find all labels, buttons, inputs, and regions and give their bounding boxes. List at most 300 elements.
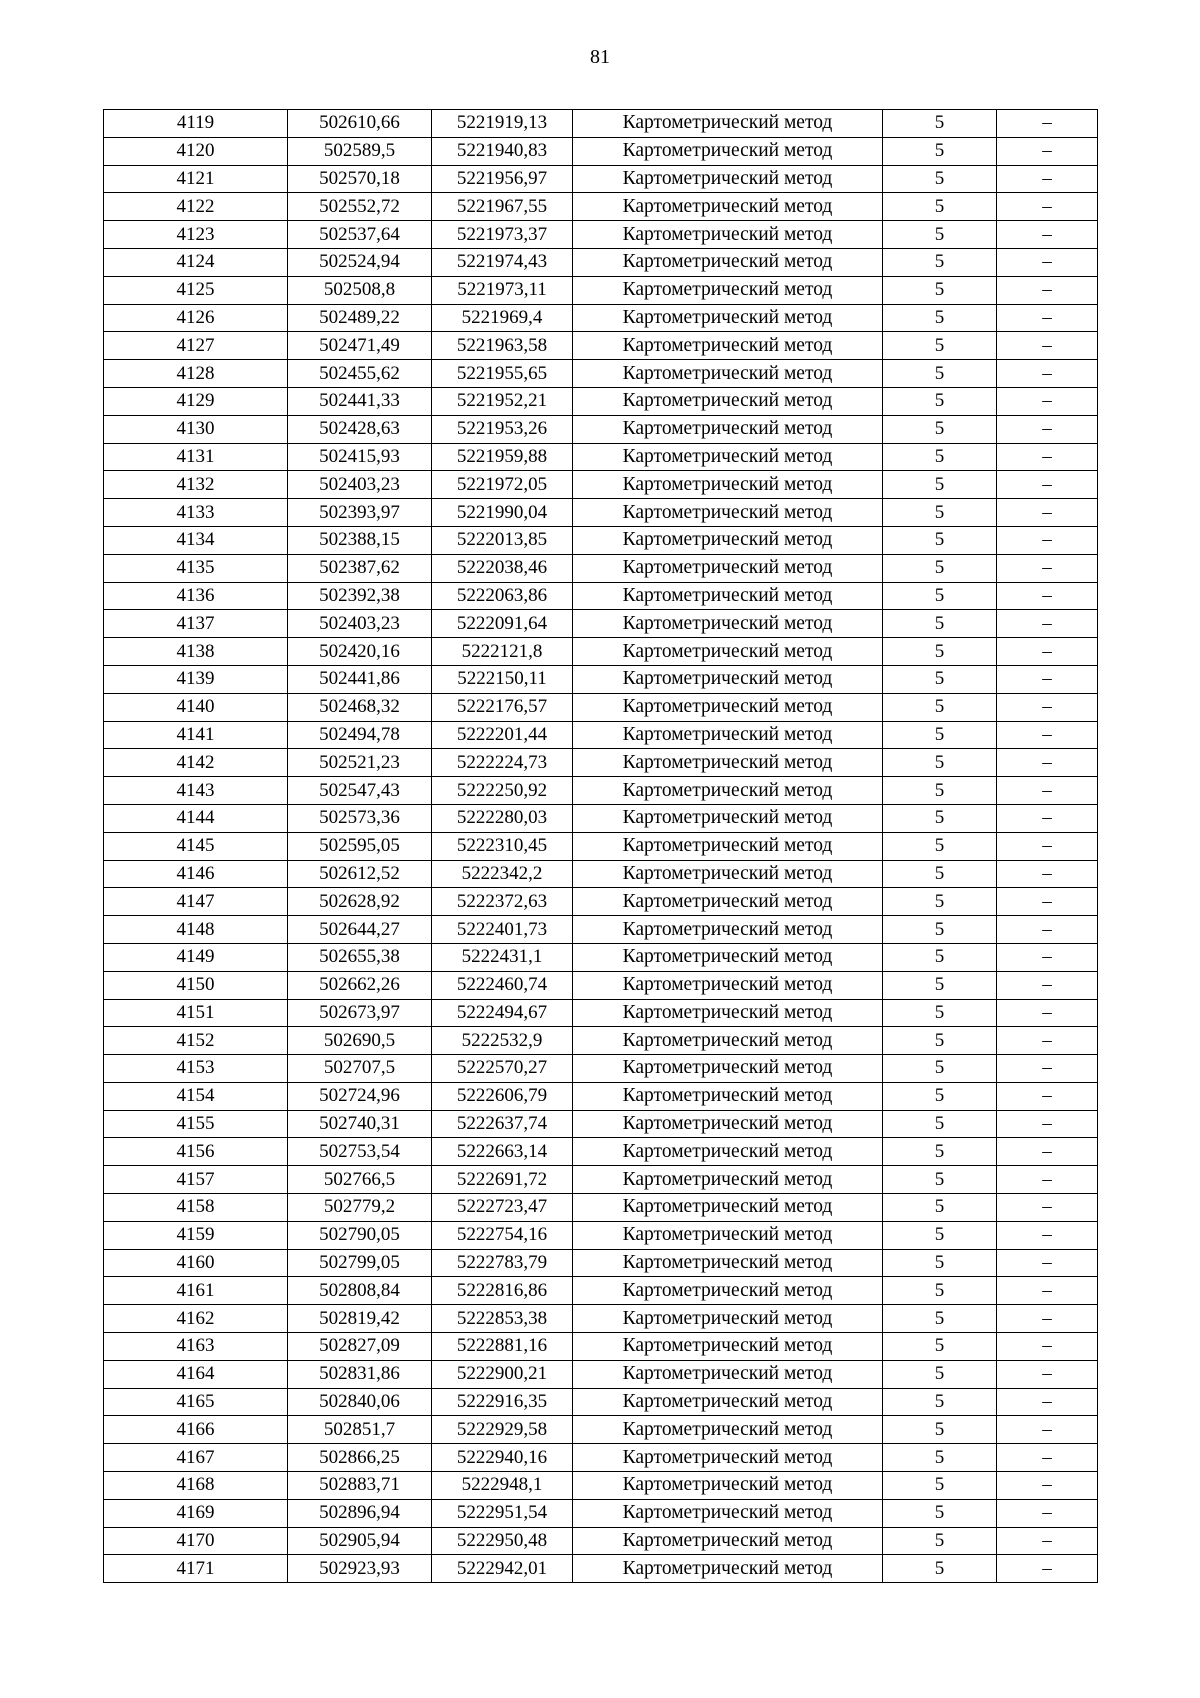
coordinates-table-body [104,110,1098,1583]
point-number-cell: 4164 [104,1360,288,1388]
y-coordinate-cell: 5221953,26 [432,415,573,443]
table-row [104,693,1098,721]
accuracy-cell: 5 [883,193,997,221]
point-number-cell: 4119 [104,110,288,138]
table-row [104,387,1098,415]
method-cell: Картометрический метод [573,610,883,638]
description-cell: – [997,638,1098,666]
x-coordinate-cell: 502471,49 [288,332,432,360]
table-row [104,888,1098,916]
description-cell: – [997,276,1098,304]
description-cell: – [997,1333,1098,1361]
method-cell: Картометрический метод [573,777,883,805]
x-coordinate-cell: 502388,15 [288,526,432,554]
method-cell: Картометрический метод [573,832,883,860]
x-coordinate-cell: 502883,71 [288,1472,432,1500]
table-row [104,471,1098,499]
description-cell: – [997,221,1098,249]
table-row [104,777,1098,805]
table-row [104,971,1098,999]
accuracy-cell: 5 [883,360,997,388]
description-cell: – [997,304,1098,332]
method-cell: Картометрический метод [573,1055,883,1083]
accuracy-cell: 5 [883,610,997,638]
point-number-cell: 4128 [104,360,288,388]
table-row [104,1221,1098,1249]
description-cell: – [997,1249,1098,1277]
point-number-cell: 4132 [104,471,288,499]
point-number-cell: 4126 [104,304,288,332]
point-number-cell: 4149 [104,943,288,971]
method-cell: Картометрический метод [573,1027,883,1055]
x-coordinate-cell: 502537,64 [288,221,432,249]
y-coordinate-cell: 5222063,86 [432,582,573,610]
table-row [104,165,1098,193]
point-number-cell: 4153 [104,1055,288,1083]
accuracy-cell: 5 [883,804,997,832]
table-row [104,137,1098,165]
y-coordinate-cell: 5221919,13 [432,110,573,138]
x-coordinate-cell: 502923,93 [288,1555,432,1583]
method-cell: Картометрический метод [573,1388,883,1416]
y-coordinate-cell: 5222176,57 [432,693,573,721]
description-cell: – [997,1110,1098,1138]
y-coordinate-cell: 5222121,8 [432,638,573,666]
point-number-cell: 4160 [104,1249,288,1277]
y-coordinate-cell: 5222948,1 [432,1472,573,1500]
x-coordinate-cell: 502819,42 [288,1305,432,1333]
x-coordinate-cell: 502403,23 [288,471,432,499]
point-number-cell: 4120 [104,137,288,165]
method-cell: Картометрический метод [573,1472,883,1500]
accuracy-cell: 5 [883,777,997,805]
description-cell: – [997,415,1098,443]
table-row [104,1333,1098,1361]
table-row [104,221,1098,249]
description-cell: – [997,1360,1098,1388]
point-number-cell: 4133 [104,499,288,527]
y-coordinate-cell: 5221959,88 [432,443,573,471]
accuracy-cell: 5 [883,693,997,721]
accuracy-cell: 5 [883,888,997,916]
method-cell: Картометрический метод [573,443,883,471]
y-coordinate-cell: 5222494,67 [432,999,573,1027]
method-cell: Картометрический метод [573,499,883,527]
accuracy-cell: 5 [883,110,997,138]
accuracy-cell: 5 [883,1444,997,1472]
point-number-cell: 4125 [104,276,288,304]
point-number-cell: 4150 [104,971,288,999]
table-row [104,499,1098,527]
x-coordinate-cell: 502827,09 [288,1333,432,1361]
x-coordinate-cell: 502840,06 [288,1388,432,1416]
description-cell: – [997,999,1098,1027]
y-coordinate-cell: 5221969,4 [432,304,573,332]
x-coordinate-cell: 502831,86 [288,1360,432,1388]
table-row [104,276,1098,304]
description-cell: – [997,387,1098,415]
method-cell: Картометрический метод [573,582,883,610]
y-coordinate-cell: 5221955,65 [432,360,573,388]
description-cell: – [997,499,1098,527]
point-number-cell: 4154 [104,1082,288,1110]
description-cell: – [997,888,1098,916]
table-row [104,1249,1098,1277]
description-cell: – [997,193,1098,221]
method-cell: Картометрический метод [573,1555,883,1583]
method-cell: Картометрический метод [573,137,883,165]
description-cell: – [997,526,1098,554]
x-coordinate-cell: 502905,94 [288,1527,432,1555]
description-cell: – [997,360,1098,388]
method-cell: Картометрический метод [573,248,883,276]
description-cell: – [997,1027,1098,1055]
x-coordinate-cell: 502552,72 [288,193,432,221]
y-coordinate-cell: 5221972,05 [432,471,573,499]
point-number-cell: 4146 [104,860,288,888]
description-cell: – [997,693,1098,721]
point-number-cell: 4130 [104,415,288,443]
description-cell: – [997,916,1098,944]
point-number-cell: 4170 [104,1527,288,1555]
point-number-cell: 4136 [104,582,288,610]
point-number-cell: 4124 [104,248,288,276]
method-cell: Картометрический метод [573,526,883,554]
table-row [104,415,1098,443]
accuracy-cell: 5 [883,582,997,610]
y-coordinate-cell: 5222091,64 [432,610,573,638]
method-cell: Картометрический метод [573,749,883,777]
x-coordinate-cell: 502508,8 [288,276,432,304]
y-coordinate-cell: 5222942,01 [432,1555,573,1583]
method-cell: Картометрический метод [573,971,883,999]
method-cell: Картометрический метод [573,415,883,443]
description-cell: – [997,1221,1098,1249]
description-cell: – [997,777,1098,805]
method-cell: Картометрический метод [573,888,883,916]
table-row [104,721,1098,749]
accuracy-cell: 5 [883,1416,997,1444]
x-coordinate-cell: 502494,78 [288,721,432,749]
accuracy-cell: 5 [883,332,997,360]
x-coordinate-cell: 502573,36 [288,804,432,832]
x-coordinate-cell: 502547,43 [288,777,432,805]
point-number-cell: 4165 [104,1388,288,1416]
x-coordinate-cell: 502655,38 [288,943,432,971]
table-row [104,110,1098,138]
y-coordinate-cell: 5221963,58 [432,332,573,360]
y-coordinate-cell: 5221973,11 [432,276,573,304]
point-number-cell: 4139 [104,665,288,693]
point-number-cell: 4158 [104,1194,288,1222]
accuracy-cell: 5 [883,1138,997,1166]
x-coordinate-cell: 502808,84 [288,1277,432,1305]
table-row [104,332,1098,360]
description-cell: – [997,1555,1098,1583]
x-coordinate-cell: 502420,16 [288,638,432,666]
description-cell: – [997,332,1098,360]
description-cell: – [997,1138,1098,1166]
y-coordinate-cell: 5222723,47 [432,1194,573,1222]
accuracy-cell: 5 [883,1082,997,1110]
method-cell: Картометрический метод [573,1249,883,1277]
y-coordinate-cell: 5222224,73 [432,749,573,777]
method-cell: Картометрический метод [573,1194,883,1222]
y-coordinate-cell: 5222916,35 [432,1388,573,1416]
accuracy-cell: 5 [883,1472,997,1500]
table-row [104,248,1098,276]
x-coordinate-cell: 502393,97 [288,499,432,527]
table-row [104,1027,1098,1055]
table-row [104,1416,1098,1444]
accuracy-cell: 5 [883,1555,997,1583]
method-cell: Картометрический метод [573,221,883,249]
point-number-cell: 4157 [104,1166,288,1194]
method-cell: Картометрический метод [573,943,883,971]
point-number-cell: 4156 [104,1138,288,1166]
description-cell: – [997,248,1098,276]
description-cell: – [997,1388,1098,1416]
point-number-cell: 4171 [104,1555,288,1583]
method-cell: Картометрический метод [573,1360,883,1388]
x-coordinate-cell: 502707,5 [288,1055,432,1083]
point-number-cell: 4140 [104,693,288,721]
method-cell: Картометрический метод [573,665,883,693]
y-coordinate-cell: 5222950,48 [432,1527,573,1555]
point-number-cell: 4143 [104,777,288,805]
accuracy-cell: 5 [883,1305,997,1333]
accuracy-cell: 5 [883,221,997,249]
y-coordinate-cell: 5222280,03 [432,804,573,832]
y-coordinate-cell: 5222929,58 [432,1416,573,1444]
point-number-cell: 4151 [104,999,288,1027]
point-number-cell: 4168 [104,1472,288,1500]
x-coordinate-cell: 502753,54 [288,1138,432,1166]
point-number-cell: 4127 [104,332,288,360]
description-cell: – [997,1444,1098,1472]
table-row [104,1527,1098,1555]
table-row [104,1360,1098,1388]
x-coordinate-cell: 502392,38 [288,582,432,610]
table-row [104,1499,1098,1527]
x-coordinate-cell: 502740,31 [288,1110,432,1138]
method-cell: Картометрический метод [573,110,883,138]
y-coordinate-cell: 5222853,38 [432,1305,573,1333]
method-cell: Картометрический метод [573,1305,883,1333]
method-cell: Картометрический метод [573,860,883,888]
x-coordinate-cell: 502724,96 [288,1082,432,1110]
x-coordinate-cell: 502790,05 [288,1221,432,1249]
x-coordinate-cell: 502851,7 [288,1416,432,1444]
method-cell: Картометрический метод [573,1416,883,1444]
accuracy-cell: 5 [883,526,997,554]
method-cell: Картометрический метод [573,554,883,582]
table-row [104,1138,1098,1166]
x-coordinate-cell: 502428,63 [288,415,432,443]
description-cell: – [997,443,1098,471]
point-number-cell: 4121 [104,165,288,193]
accuracy-cell: 5 [883,137,997,165]
x-coordinate-cell: 502610,66 [288,110,432,138]
table-row [104,610,1098,638]
method-cell: Картометрический метод [573,804,883,832]
point-number-cell: 4129 [104,387,288,415]
x-coordinate-cell: 502799,05 [288,1249,432,1277]
point-number-cell: 4123 [104,221,288,249]
method-cell: Картометрический метод [573,304,883,332]
description-cell: – [997,137,1098,165]
y-coordinate-cell: 5222372,63 [432,888,573,916]
accuracy-cell: 5 [883,1277,997,1305]
accuracy-cell: 5 [883,387,997,415]
table-row [104,749,1098,777]
description-cell: – [997,1277,1098,1305]
accuracy-cell: 5 [883,415,997,443]
method-cell: Картометрический метод [573,276,883,304]
point-number-cell: 4166 [104,1416,288,1444]
description-cell: – [997,165,1098,193]
table-row [104,526,1098,554]
y-coordinate-cell: 5222201,44 [432,721,573,749]
point-number-cell: 4144 [104,804,288,832]
description-cell: – [997,582,1098,610]
accuracy-cell: 5 [883,471,997,499]
point-number-cell: 4161 [104,1277,288,1305]
accuracy-cell: 5 [883,749,997,777]
y-coordinate-cell: 5222570,27 [432,1055,573,1083]
x-coordinate-cell: 502662,26 [288,971,432,999]
accuracy-cell: 5 [883,971,997,999]
accuracy-cell: 5 [883,276,997,304]
y-coordinate-cell: 5221940,83 [432,137,573,165]
accuracy-cell: 5 [883,1360,997,1388]
y-coordinate-cell: 5221990,04 [432,499,573,527]
accuracy-cell: 5 [883,1388,997,1416]
table-row [104,999,1098,1027]
y-coordinate-cell: 5222038,46 [432,554,573,582]
point-number-cell: 4152 [104,1027,288,1055]
table-row [104,304,1098,332]
y-coordinate-cell: 5221967,55 [432,193,573,221]
point-number-cell: 4141 [104,721,288,749]
y-coordinate-cell: 5222951,54 [432,1499,573,1527]
accuracy-cell: 5 [883,554,997,582]
point-number-cell: 4135 [104,554,288,582]
x-coordinate-cell: 502766,5 [288,1166,432,1194]
page-number: 81 [590,46,610,68]
table-row [104,1444,1098,1472]
table-row [104,360,1098,388]
method-cell: Картометрический метод [573,1444,883,1472]
y-coordinate-cell: 5222783,79 [432,1249,573,1277]
point-number-cell: 4147 [104,888,288,916]
x-coordinate-cell: 502415,93 [288,443,432,471]
method-cell: Картометрический метод [573,193,883,221]
method-cell: Картометрический метод [573,721,883,749]
point-number-cell: 4167 [104,1444,288,1472]
x-coordinate-cell: 502468,32 [288,693,432,721]
x-coordinate-cell: 502896,94 [288,1499,432,1527]
x-coordinate-cell: 502570,18 [288,165,432,193]
y-coordinate-cell: 5221974,43 [432,248,573,276]
accuracy-cell: 5 [883,665,997,693]
method-cell: Картометрический метод [573,332,883,360]
x-coordinate-cell: 502595,05 [288,832,432,860]
y-coordinate-cell: 5222460,74 [432,971,573,999]
method-cell: Картометрический метод [573,165,883,193]
x-coordinate-cell: 502521,23 [288,749,432,777]
x-coordinate-cell: 502524,94 [288,248,432,276]
table-row [104,1110,1098,1138]
y-coordinate-cell: 5222606,79 [432,1082,573,1110]
y-coordinate-cell: 5221956,97 [432,165,573,193]
accuracy-cell: 5 [883,1333,997,1361]
x-coordinate-cell: 502589,5 [288,137,432,165]
accuracy-cell: 5 [883,860,997,888]
table-row [104,1055,1098,1083]
table-row [104,1472,1098,1500]
table-row [104,1277,1098,1305]
y-coordinate-cell: 5221952,21 [432,387,573,415]
accuracy-cell: 5 [883,721,997,749]
method-cell: Картометрический метод [573,471,883,499]
description-cell: – [997,1166,1098,1194]
table-row [104,1082,1098,1110]
table-row [104,554,1098,582]
method-cell: Картометрический метод [573,693,883,721]
method-cell: Картометрический метод [573,1333,883,1361]
point-number-cell: 4148 [104,916,288,944]
point-number-cell: 4145 [104,832,288,860]
accuracy-cell: 5 [883,165,997,193]
table-row [104,1305,1098,1333]
y-coordinate-cell: 5222940,16 [432,1444,573,1472]
x-coordinate-cell: 502403,23 [288,610,432,638]
accuracy-cell: 5 [883,248,997,276]
point-number-cell: 4138 [104,638,288,666]
point-number-cell: 4169 [104,1499,288,1527]
point-number-cell: 4162 [104,1305,288,1333]
x-coordinate-cell: 502644,27 [288,916,432,944]
description-cell: – [997,1416,1098,1444]
y-coordinate-cell: 5222342,2 [432,860,573,888]
table-row [104,582,1098,610]
accuracy-cell: 5 [883,1249,997,1277]
point-number-cell: 4131 [104,443,288,471]
accuracy-cell: 5 [883,1194,997,1222]
description-cell: – [997,832,1098,860]
description-cell: – [997,1055,1098,1083]
description-cell: – [997,471,1098,499]
method-cell: Картометрический метод [573,1138,883,1166]
x-coordinate-cell: 502779,2 [288,1194,432,1222]
point-number-cell: 4137 [104,610,288,638]
description-cell: – [997,610,1098,638]
y-coordinate-cell: 5221973,37 [432,221,573,249]
y-coordinate-cell: 5222691,72 [432,1166,573,1194]
table-row [104,443,1098,471]
accuracy-cell: 5 [883,638,997,666]
table-row [104,943,1098,971]
description-cell: – [997,665,1098,693]
y-coordinate-cell: 5222900,21 [432,1360,573,1388]
x-coordinate-cell: 502673,97 [288,999,432,1027]
table-row [104,1555,1098,1583]
x-coordinate-cell: 502387,62 [288,554,432,582]
accuracy-cell: 5 [883,1499,997,1527]
y-coordinate-cell: 5222401,73 [432,916,573,944]
accuracy-cell: 5 [883,916,997,944]
